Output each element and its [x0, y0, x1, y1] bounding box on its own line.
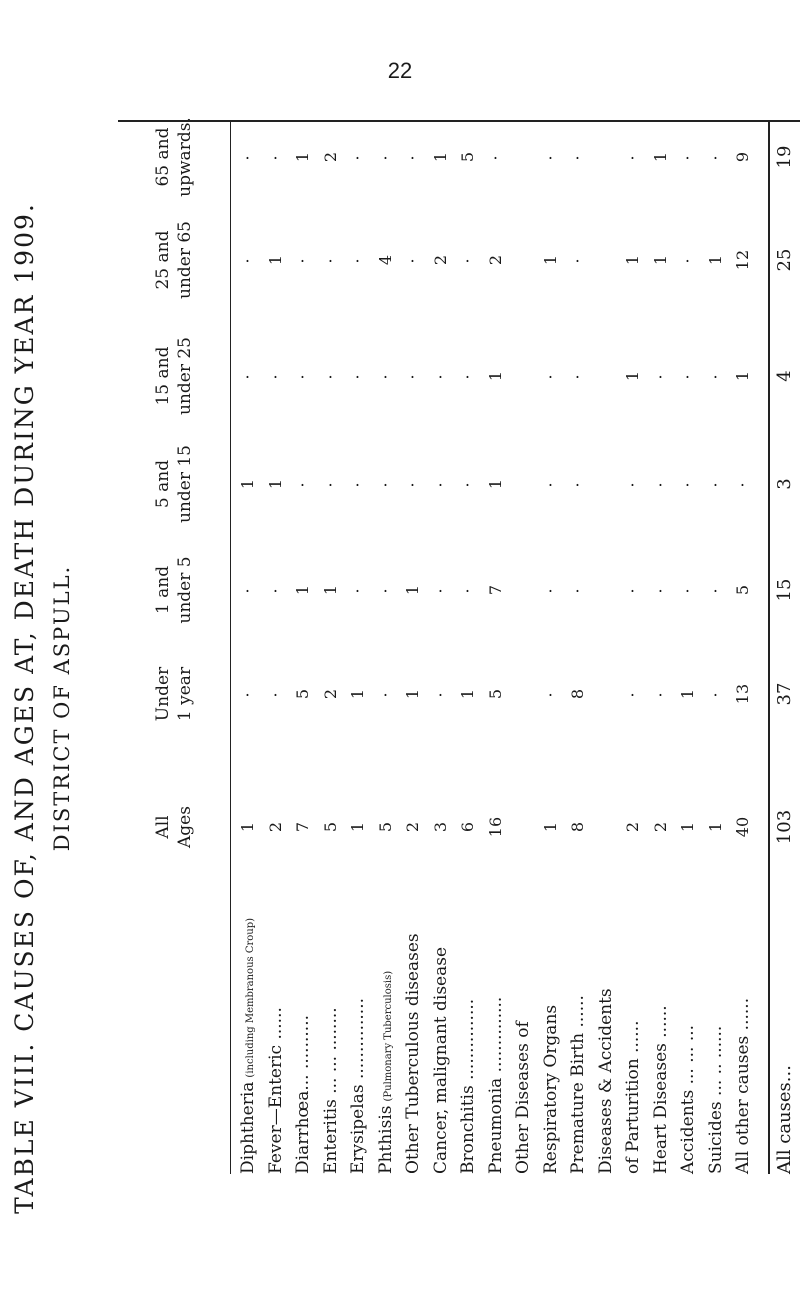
cell-all: 1	[678, 821, 697, 833]
table-row	[623, 120, 643, 1174]
table-row	[486, 120, 506, 1174]
column-header-line: Ages	[175, 806, 195, 848]
table-row	[348, 120, 368, 1174]
cell-u1: 1	[678, 688, 697, 700]
cell-a1_5: ·	[678, 586, 697, 594]
cell-u1: 5	[293, 688, 312, 700]
column-header-line: under 15	[175, 445, 195, 524]
cell-a1_5: 7	[485, 584, 505, 596]
cell-a15_25: ·	[540, 372, 560, 380]
cell-u1: 2	[320, 688, 340, 700]
cell-a1_5: ·	[623, 586, 642, 594]
cause-name: Accidents ... ... ...	[678, 1024, 698, 1174]
cell-a65: ·	[403, 153, 422, 161]
cell-a15_25: ·	[403, 372, 422, 380]
total-a25_65: 25	[774, 248, 795, 272]
cell-a15_25: ·	[265, 372, 285, 380]
cause-name: Suicides ... .. ......	[705, 1025, 726, 1174]
cell-a65: 2	[320, 151, 340, 163]
cell-u1: ·	[238, 690, 257, 698]
cell-a15_25: 1	[733, 370, 752, 382]
cause-name: Pneumonia ..............	[485, 996, 506, 1174]
cell-a15_25: ·	[238, 372, 257, 380]
column-header-u1	[118, 649, 230, 739]
cause-cell	[678, 859, 698, 1174]
cause-name: Fever—Enteric ......	[265, 1007, 286, 1174]
cause-cell	[733, 859, 753, 1174]
cell-a25_65: 1	[540, 254, 560, 266]
cell-a5_15: ·	[623, 480, 642, 488]
cell-all: 2	[265, 821, 285, 833]
total-a1_5: 15	[774, 578, 795, 602]
column-header-line: 1 year	[175, 666, 195, 722]
column-header-line: All	[153, 815, 173, 839]
cell-all: 2	[650, 821, 670, 833]
cell-u1: ·	[623, 690, 642, 698]
cell-all: 16	[485, 816, 505, 838]
cell-a65: ·	[265, 153, 285, 161]
column-header-a5_15	[118, 439, 230, 529]
totals-row	[774, 120, 800, 1174]
cell-a5_15: ·	[293, 480, 312, 488]
cell-a25_65: 1	[265, 254, 285, 266]
cell-a1_5: ·	[348, 586, 367, 594]
cause-cell	[568, 859, 588, 1174]
cell-a65: ·	[485, 153, 505, 161]
cell-a5_15: ·	[540, 480, 560, 488]
total-a65: 19	[774, 145, 795, 169]
cell-a1_5: 5	[733, 584, 752, 596]
cell-a15_25: ·	[293, 372, 312, 380]
cell-all: 5	[320, 821, 340, 833]
cause-cell	[513, 859, 533, 1174]
table-row	[541, 120, 561, 1174]
table-row	[568, 120, 588, 1174]
cause-name: Premature Birth ......	[568, 995, 588, 1174]
cell-all: 2	[623, 821, 642, 833]
cause-cell	[623, 859, 643, 1174]
cell-a1_5: ·	[430, 586, 450, 594]
cell-u1: 1	[458, 688, 477, 700]
cell-a65: 1	[293, 151, 312, 163]
cell-a5_15: ·	[733, 480, 752, 488]
total-a5_15: 3	[774, 478, 795, 490]
cause-name: Diarrhœa... ..........	[293, 1014, 313, 1174]
cell-a65: ·	[238, 153, 257, 161]
cell-a25_65: ·	[293, 256, 312, 264]
cell-a5_15: ·	[320, 480, 340, 488]
cell-a25_65: ·	[568, 256, 587, 264]
cell-a25_65: ·	[320, 256, 340, 264]
column-header-a1_5	[118, 545, 230, 635]
column-header-line: under 5	[175, 556, 195, 624]
cell-a1_5: ·	[650, 586, 670, 594]
table-row	[293, 120, 313, 1174]
cause-cell	[293, 859, 313, 1174]
causes-header	[118, 1016, 230, 1174]
totals-rule	[768, 120, 770, 1174]
cell-u1: ·	[265, 690, 285, 698]
cell-a5_15: 1	[485, 478, 505, 490]
cell-all: 1	[238, 821, 257, 833]
cell-a1_5: ·	[458, 586, 477, 594]
column-header-a25_65	[118, 215, 230, 305]
cell-a5_15: ·	[705, 480, 725, 488]
cell-a15_25: ·	[678, 372, 697, 380]
cell-a5_15: ·	[458, 480, 477, 488]
cell-a25_65: 2	[430, 254, 450, 266]
cell-all: 6	[458, 821, 477, 833]
cell-all: 1	[540, 821, 560, 833]
cell-a65: ·	[568, 153, 587, 161]
table-row	[266, 120, 286, 1174]
cell-a15_25: ·	[375, 372, 395, 380]
cell-a25_65: ·	[238, 256, 257, 264]
cell-u1: ·	[540, 690, 560, 698]
cell-a1_5: 1	[293, 584, 312, 596]
cause-cell	[541, 859, 561, 1174]
cell-a65: 1	[430, 151, 450, 163]
table-row	[376, 120, 396, 1174]
total-all: 103	[774, 809, 795, 845]
cause-cell	[321, 859, 341, 1174]
cause-cell	[596, 859, 616, 1174]
column-header-line: upwards.	[175, 117, 195, 197]
cell-a1_5: ·	[705, 586, 725, 594]
cell-a15_25: ·	[458, 372, 477, 380]
header-rule	[230, 120, 231, 1174]
cell-a25_65: 12	[733, 249, 752, 271]
cell-u1: ·	[375, 690, 395, 698]
cause-name: Phthisis	[375, 1105, 396, 1174]
cell-all: 40	[733, 816, 752, 838]
table-row	[733, 120, 753, 1174]
cell-a15_25: 1	[485, 370, 505, 382]
cause-cell	[486, 859, 506, 1174]
table-row	[458, 120, 478, 1174]
column-header-line: 65 and	[153, 127, 173, 187]
cell-a1_5: ·	[375, 586, 395, 594]
cell-a25_65: 1	[650, 254, 670, 266]
cell-u1: 5	[485, 688, 505, 700]
cause-cell	[458, 859, 478, 1174]
column-header-line: under 25	[175, 337, 195, 416]
cause-name: Respiratory Organs	[540, 1004, 561, 1174]
cause-cell	[348, 859, 368, 1174]
cell-a1_5: 1	[320, 584, 340, 596]
cause-name: Bronchitis ...............	[458, 998, 478, 1174]
cell-all: 8	[568, 821, 587, 833]
cell-a25_65: 4	[375, 254, 395, 266]
cell-u1: 1	[348, 688, 367, 700]
total-a15_25: 4	[774, 370, 795, 382]
cell-a25_65: ·	[348, 256, 367, 264]
cell-a25_65: ·	[403, 256, 422, 264]
column-header-line: 15 and	[153, 346, 173, 406]
cell-all: 1	[705, 821, 725, 833]
table-subtitle: DISTRICT OF ASPULL.	[50, 564, 74, 852]
cell-a5_15: ·	[403, 480, 422, 488]
table-row	[596, 120, 616, 1174]
cause-cell	[376, 859, 399, 1174]
cell-a5_15: ·	[348, 480, 367, 488]
cause-note: (Pulmonary Tuberculosis)	[382, 970, 394, 1102]
cause-name: Other Tuberculous diseases	[403, 933, 423, 1174]
cell-u1: ·	[650, 690, 670, 698]
cell-a15_25: ·	[320, 372, 340, 380]
cell-a5_15: ·	[375, 480, 395, 488]
cause-name: Heart Diseases ......	[650, 1005, 671, 1174]
table-row	[238, 120, 258, 1174]
table-row	[403, 120, 423, 1174]
cause-name: Erysipelas ...............	[348, 997, 368, 1174]
cell-a5_15: ·	[650, 480, 670, 488]
cell-a1_5: ·	[238, 586, 257, 594]
page-number: 22	[387, 58, 413, 83]
cell-u1: 1	[403, 688, 422, 700]
total-u1: 37	[774, 682, 795, 706]
cause-cell	[266, 859, 286, 1174]
cell-a5_15: 1	[265, 478, 285, 490]
cause-name: Enteritis ... ... ........	[320, 1007, 341, 1174]
cell-u1: 8	[568, 688, 587, 700]
cause-name: Diseases & Accidents	[595, 988, 616, 1174]
column-header-line: 25 and	[153, 230, 173, 290]
cell-all: 2	[403, 821, 422, 833]
cell-a5_15: 1	[238, 478, 257, 490]
cell-a15_25: ·	[348, 372, 367, 380]
right-rule	[118, 120, 800, 122]
cell-a65: ·	[678, 153, 697, 161]
cell-a5_15: ·	[568, 480, 587, 488]
cell-all: 5	[375, 821, 395, 833]
table-row	[431, 120, 451, 1174]
cell-a25_65: 1	[623, 254, 642, 266]
table-row	[678, 120, 698, 1174]
cell-a1_5: 1	[403, 584, 422, 596]
cell-a65: 9	[733, 151, 752, 163]
cause-cell	[403, 859, 423, 1174]
cause-cell	[238, 859, 261, 1174]
cell-u1: ·	[705, 690, 725, 698]
cell-a1_5: ·	[265, 586, 285, 594]
cell-a65: ·	[623, 153, 642, 161]
cell-a1_5: ·	[568, 586, 587, 594]
cause-name: Diphtheria	[238, 1081, 258, 1174]
cell-a15_25: ·	[430, 372, 450, 380]
cell-a15_25: 1	[623, 370, 642, 382]
deaths-table	[118, 117, 800, 1174]
cell-a15_25: ·	[650, 372, 670, 380]
table-row	[321, 120, 341, 1174]
cell-all: 7	[293, 821, 312, 833]
cause-cell	[706, 859, 726, 1174]
cell-all: 3	[430, 821, 450, 833]
column-header-all	[118, 782, 230, 872]
column-header-row	[118, 117, 230, 1174]
cell-a65: ·	[540, 153, 560, 161]
column-header-a15_25	[118, 331, 230, 421]
cell-u1: ·	[430, 690, 450, 698]
cause-name: Other Diseases of	[513, 1021, 533, 1174]
cause-name: of Parturition ......	[623, 1020, 643, 1174]
cell-a65: ·	[705, 153, 725, 161]
cause-note: (including Membranous Croup)	[245, 917, 256, 1078]
cause-cell	[431, 859, 451, 1174]
cell-all: 1	[348, 821, 367, 833]
cell-a25_65: ·	[678, 256, 697, 264]
cell-a5_15: ·	[430, 480, 450, 488]
cause-cell	[651, 859, 671, 1174]
cause-name: Cancer, malignant disease	[430, 946, 451, 1174]
cause-name: All other causes ......	[733, 997, 753, 1174]
cell-a15_25: ·	[568, 372, 587, 380]
cell-a65: ·	[348, 153, 367, 161]
column-header-line: 1 and	[153, 565, 173, 615]
table-row	[513, 120, 533, 1174]
cell-a25_65: ·	[458, 256, 477, 264]
table-row	[651, 120, 671, 1174]
table-row	[706, 120, 726, 1174]
cell-a65: 5	[458, 151, 477, 163]
cell-a25_65: 1	[705, 254, 725, 266]
cell-a15_25: ·	[705, 372, 725, 380]
column-header-line: under 65	[175, 221, 195, 300]
column-header-line: 5 and	[153, 459, 173, 509]
table-title: TABLE VIII. CAUSES OF, AND AGES AT, DEATH DURING YEAR 1909.	[10, 202, 39, 1214]
cell-a5_15: ·	[678, 480, 697, 488]
column-header-a65	[118, 112, 230, 202]
cell-a65: 1	[650, 151, 670, 163]
cell-a65: ·	[375, 153, 395, 161]
cell-a25_65: 2	[485, 254, 505, 266]
cell-u1: 13	[733, 683, 752, 705]
totals-label: All causes...	[774, 1065, 795, 1174]
column-header-line: Under	[153, 666, 173, 722]
cell-a1_5: ·	[540, 586, 560, 594]
